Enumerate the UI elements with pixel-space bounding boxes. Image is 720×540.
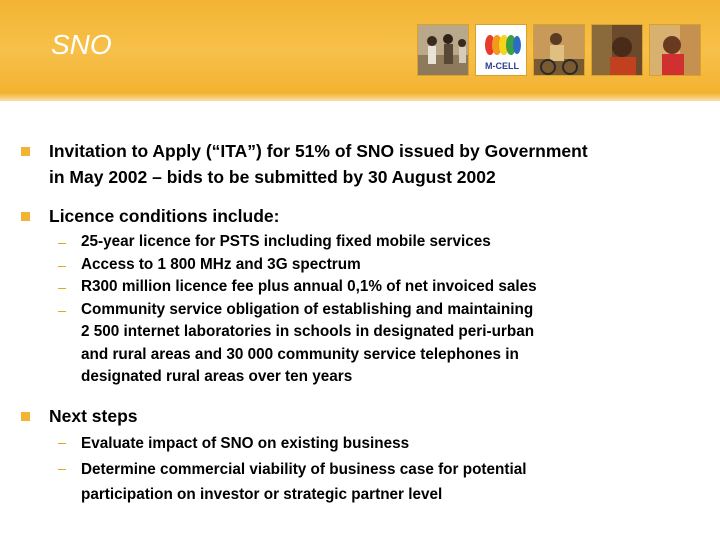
sub-bullet-line: Evaluate impact of SNO on existing business bbox=[81, 435, 410, 452]
person-photo bbox=[591, 24, 643, 76]
cyclist-photo bbox=[533, 24, 585, 76]
m-cell-logo-text: M-CELL bbox=[485, 61, 519, 71]
sub-bullet-line: Community service obligation of establishing and maintaining bbox=[81, 300, 534, 318]
sub-bullet-text bbox=[81, 299, 641, 389]
sub-bullet-line: Access to 1 800 MHz and 3G spectrum bbox=[81, 255, 361, 273]
sub-bullet-line: participation on investor or strategic partner level bbox=[81, 486, 443, 503]
sub-bullet-dash bbox=[58, 266, 66, 267]
sub-bullet-dash bbox=[58, 311, 66, 312]
sub-bullet-text bbox=[81, 276, 641, 299]
bullet-text bbox=[49, 203, 689, 229]
sub-bullet-line: Determine commercial viability of business case for potential bbox=[81, 460, 527, 478]
sub-bullet-dash bbox=[58, 288, 66, 289]
bullet-text bbox=[49, 403, 689, 429]
sub-bullet-text bbox=[81, 254, 641, 277]
sub-bullet-text bbox=[81, 431, 641, 457]
sub-bullet-dash bbox=[58, 443, 66, 444]
sub-bullet-line: 25-year licence for PSTS including fixed mobile services bbox=[81, 233, 491, 250]
sub-bullet-text bbox=[81, 231, 641, 254]
bullet-line: Licence conditions include: bbox=[49, 206, 280, 226]
sub-bullet-line: R300 million licence fee plus annual 0,1% of net invoiced sales bbox=[81, 278, 537, 295]
bullet-line: Next steps bbox=[49, 406, 138, 426]
header-shade bbox=[0, 93, 720, 101]
header-banner bbox=[0, 0, 720, 101]
m-cell-logo bbox=[475, 24, 527, 76]
bullet-line: Invitation to Apply (“ITA”) for 51% of SNO issued by Government bbox=[49, 141, 588, 161]
child-photo bbox=[649, 24, 701, 76]
slide-title: SNO bbox=[51, 29, 112, 60]
bullet-marker bbox=[21, 147, 30, 156]
bullet-marker bbox=[21, 412, 30, 421]
bullet-line: in May 2002 – bids to be submitted by 30 August 2002 bbox=[49, 167, 496, 187]
sub-bullet-line: designated rural areas over ten years bbox=[81, 368, 353, 385]
bullet-marker bbox=[21, 212, 30, 221]
people-photo bbox=[417, 24, 469, 76]
sub-bullet-dash bbox=[58, 469, 66, 470]
sub-bullet-line: and rural areas and 30 000 community service telephones in bbox=[81, 345, 519, 363]
image-strip bbox=[417, 24, 701, 77]
bullet-text bbox=[49, 138, 689, 190]
sub-bullet-line: 2 500 internet laboratories in schools in designated peri-urban bbox=[81, 323, 535, 340]
sub-bullet-text bbox=[81, 457, 641, 508]
sub-bullet-dash bbox=[58, 243, 66, 244]
